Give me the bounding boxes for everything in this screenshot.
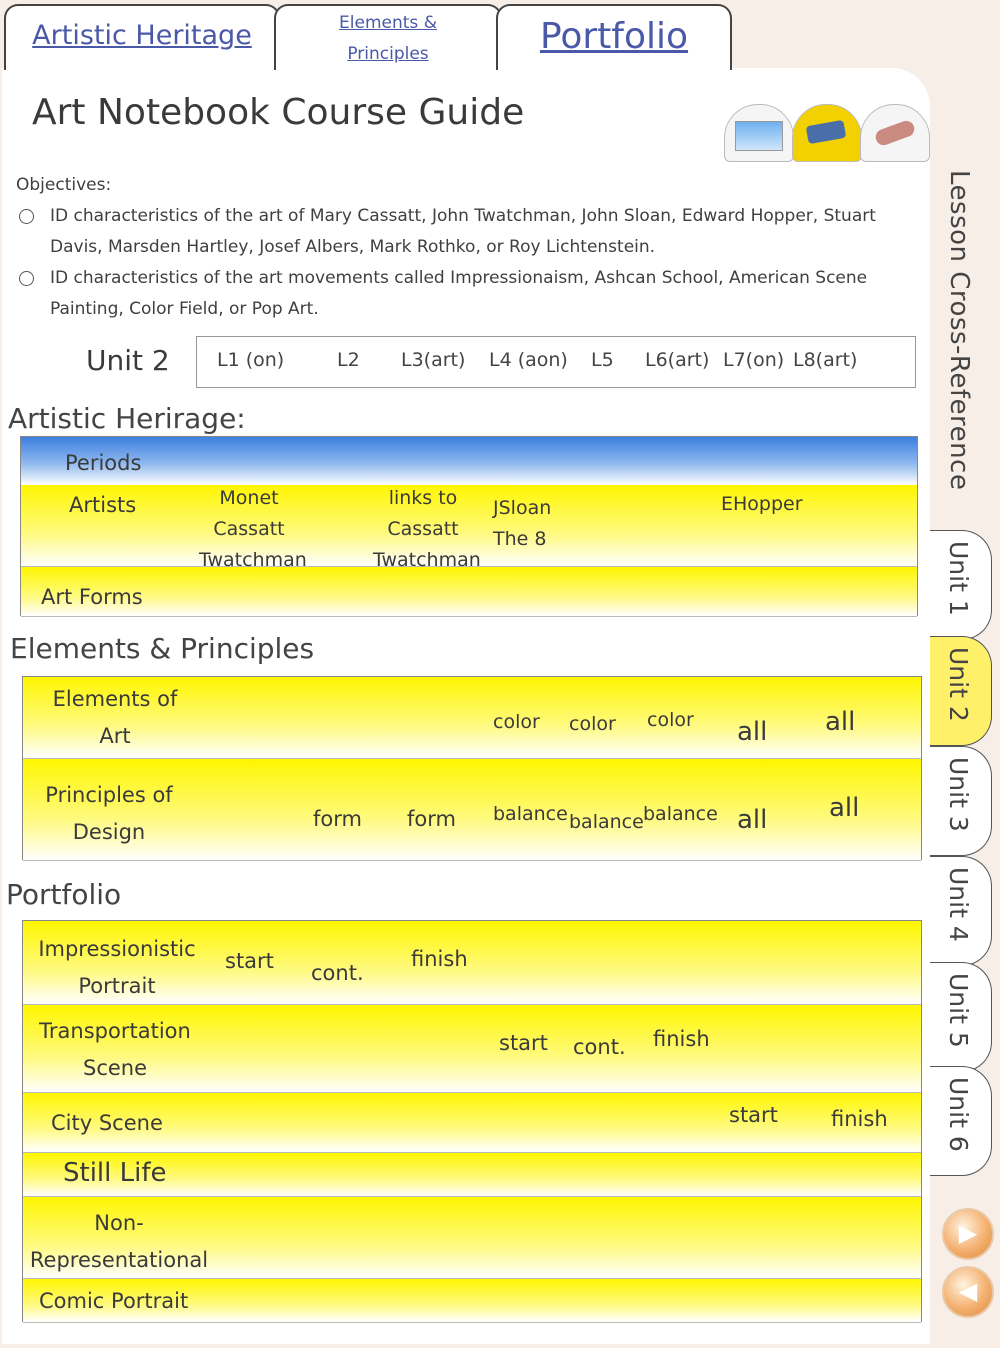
objective-item: [16, 201, 906, 263]
elements-l6: color: [647, 709, 694, 731]
artistic-heritage-table: [20, 436, 918, 616]
play-left-icon: ◀: [958, 1277, 978, 1305]
unit-tab-3[interactable]: [930, 746, 992, 856]
transportation-l6: cont.: [573, 1035, 626, 1059]
lesson-l5: L5: [591, 349, 614, 371]
objective-item: [16, 263, 906, 325]
principles-label-line: Principles of: [45, 783, 173, 807]
unit-tab-label[interactable]: Unit 6: [944, 1077, 973, 1152]
objectives: [16, 170, 906, 325]
principles-l6: balance: [643, 803, 718, 825]
artist-name: Twatchman: [373, 549, 481, 571]
artist-name: The 8: [493, 528, 547, 550]
unit-tab-label[interactable]: Unit 1: [944, 541, 973, 616]
transportation-label: [35, 1013, 195, 1087]
lesson-l2: L2: [337, 349, 360, 371]
impressionistic-l4: finish: [411, 947, 468, 971]
section-heading-portfolio: Portfolio: [6, 878, 122, 911]
eraser-icon[interactable]: [792, 104, 862, 162]
artist-name: links to: [388, 487, 458, 509]
elements-l5: color: [569, 713, 616, 735]
unit-tab-2[interactable]: [930, 636, 992, 746]
lesson-l1: L1 (on): [217, 349, 285, 371]
section-heading-elements-principles: Elements & Principles: [10, 632, 315, 665]
artist-name: Cassatt: [387, 518, 459, 540]
lesson-l6: L6(art): [645, 349, 710, 371]
play-right-icon: ▶: [958, 1219, 978, 1247]
elements-principles-table: [22, 676, 922, 860]
row-label-line: Portrait: [78, 974, 156, 998]
principles-l2: form: [313, 807, 362, 831]
artists-l1: [199, 483, 307, 576]
section-heading-artistic-heritage: Artistic Herirage:: [8, 402, 246, 435]
lesson-l4: L4 (aon): [489, 349, 568, 371]
principles-l7: all: [737, 805, 768, 835]
tab-portfolio[interactable]: [496, 4, 732, 70]
periods-label: Periods: [65, 451, 142, 475]
unit-tab-label[interactable]: Unit 2: [944, 647, 973, 722]
art-forms-label: Art Forms: [41, 585, 143, 609]
unit-label: Unit 2: [86, 344, 170, 377]
impressionistic-label: [37, 931, 197, 1005]
tab-elements-principles[interactable]: [274, 4, 502, 70]
elements-label-line: Elements of: [52, 687, 178, 711]
radio-bullet-icon: [19, 271, 34, 286]
impressionistic-l2: start: [225, 949, 274, 973]
artist-name: Monet: [219, 487, 279, 509]
transportation-l7: finish: [653, 1027, 710, 1051]
periods-row: [21, 437, 917, 485]
artists-l7: EHopper: [721, 493, 803, 515]
impressionistic-l3: cont.: [311, 961, 364, 985]
non-representational-label: [29, 1205, 209, 1279]
next-button[interactable]: [942, 1208, 994, 1260]
elements-label: [45, 681, 185, 755]
tab-portfolio-label[interactable]: Portfolio: [539, 16, 689, 57]
tool-thumbnails: [722, 104, 928, 162]
lesson-l8: L8(art): [793, 349, 858, 371]
principles-label-line: Design: [72, 820, 146, 844]
objective-text: ID characteristics of the art movements called Impressionaism, Ashcan School, American Scene Painting, Color Field, or Pop Art.: [50, 268, 868, 319]
page-title: Art Notebook Course Guide: [32, 92, 525, 133]
still-life-label: Still Life: [63, 1158, 167, 1188]
unit-tab-6[interactable]: [930, 1066, 992, 1176]
tab-artistic-heritage-label[interactable]: Artistic Heritage: [32, 20, 252, 51]
principles-l4: balance: [493, 803, 568, 825]
city-scene-l8: finish: [831, 1107, 888, 1131]
elements-label-line: Art: [99, 724, 131, 748]
lesson-l7: L7(on): [723, 349, 785, 371]
artists-l3: [373, 483, 481, 576]
artists-l4: [493, 493, 551, 555]
portfolio-table: [22, 920, 922, 1322]
artist-name: Twatchman: [199, 549, 307, 571]
row-label-line: Impressionistic: [38, 937, 196, 961]
lesson-l3: L3(art): [401, 349, 466, 371]
city-scene-label: City Scene: [51, 1111, 163, 1135]
row-label-line: Non-: [94, 1211, 144, 1235]
transportation-l5: start: [499, 1031, 548, 1055]
elements-l8: all: [825, 707, 856, 737]
principles-l3: form: [407, 807, 456, 831]
row-label-line: Transportation: [39, 1019, 191, 1043]
unit-tab-label[interactable]: Unit 4: [944, 867, 973, 942]
row-label-line: Scene: [82, 1056, 148, 1080]
elements-l7: all: [737, 717, 768, 747]
principles-l8: all: [829, 793, 860, 823]
principles-label: [39, 777, 179, 851]
unit-tab-label[interactable]: Unit 5: [944, 973, 973, 1048]
previous-button[interactable]: [942, 1266, 994, 1318]
objectives-label: Objectives:: [16, 175, 112, 195]
unit-tab-1[interactable]: [930, 530, 992, 640]
radio-bullet-icon: [19, 209, 34, 224]
objective-text: ID characteristics of the art of Mary Cassatt, John Twatchman, John Sloan, Edward Hopper, Stuart Davis, Marsden Hartley, Josef Albers, Mark Rothko, or Roy Lichtenstein.: [50, 206, 876, 257]
comic-portrait-label: Comic Portrait: [39, 1289, 189, 1313]
unit-tab-5[interactable]: [930, 962, 992, 1072]
unit-tab-4[interactable]: [930, 856, 992, 966]
tab-elements-principles-label[interactable]: Elements & Principles: [339, 13, 437, 64]
artist-name: Cassatt: [213, 518, 285, 540]
principles-l5: balance: [569, 811, 644, 833]
unit-tab-label[interactable]: Unit 3: [944, 757, 973, 832]
tab-artistic-heritage[interactable]: [4, 4, 280, 70]
artist-name: JSloan: [493, 497, 552, 519]
artists-label: Artists: [69, 493, 137, 517]
elements-l4: color: [493, 711, 540, 733]
lesson-header: [196, 336, 916, 388]
lesson-cross-reference-label: Lesson Cross-Reference: [944, 170, 974, 491]
hand-icon[interactable]: [860, 104, 930, 162]
blue-screen-icon[interactable]: [724, 104, 794, 162]
row-label-line: Representational: [29, 1248, 209, 1272]
city-scene-l7: start: [729, 1103, 778, 1127]
